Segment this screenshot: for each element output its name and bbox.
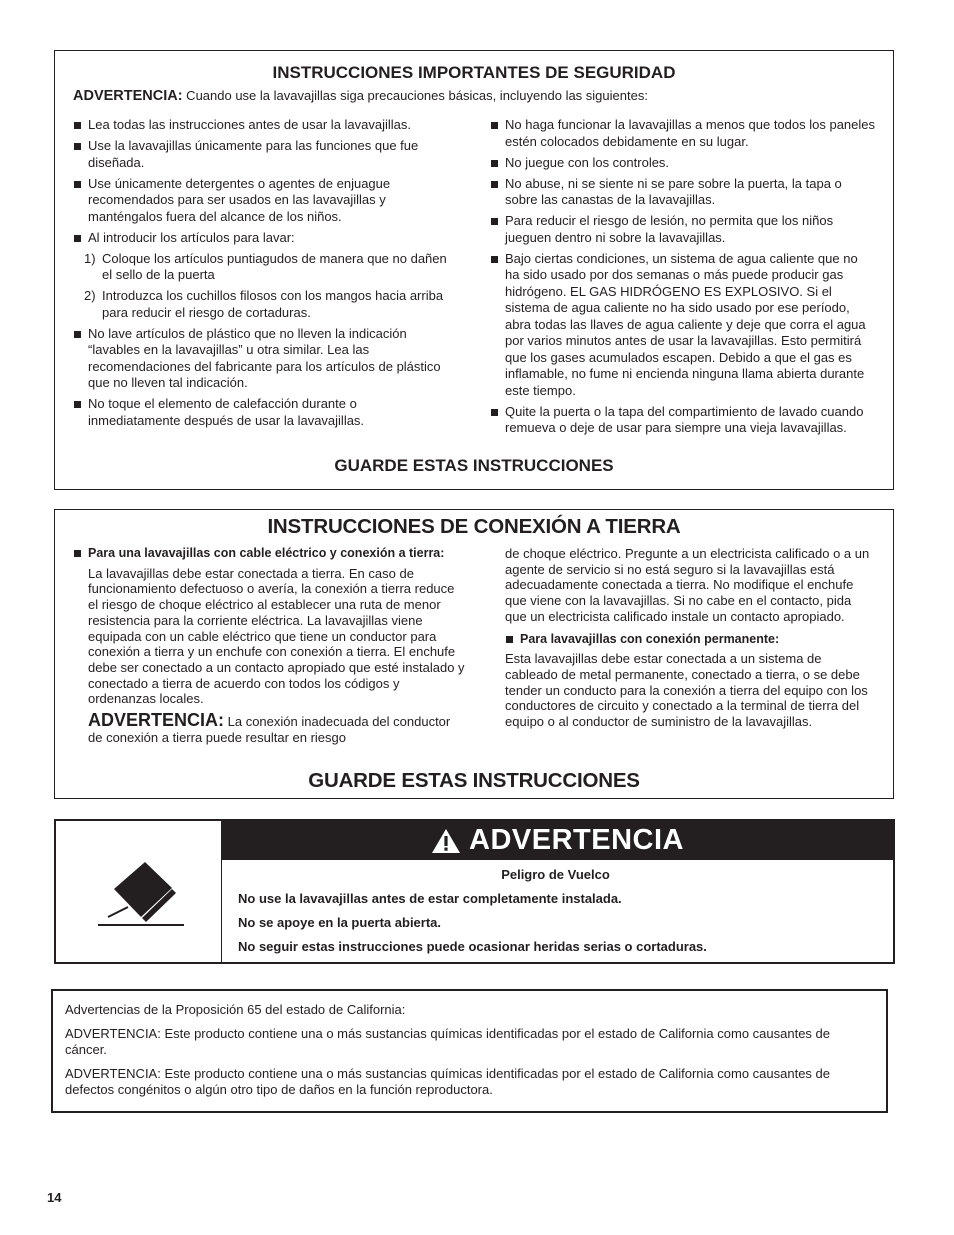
- list-item: No toque el elemento de calefacción durante o inmediatamente después de usar la lavavajillas.: [73, 396, 448, 429]
- prop65-heading: Advertencias de la Proposición 65 del estado de California:: [65, 1002, 406, 1017]
- warning-triangle-icon: [431, 828, 461, 854]
- page-number: 14: [47, 1190, 62, 1205]
- grounding-paragraph: La lavavajillas debe estar conectada a tierra. En caso de funcionamiento defectuoso o avería, la conexión a tierra reduce el riesgo de choque eléctrico al establecer una ruta de menor resistencia para la corriente eléctrica. La lavavajillas viene equipada con un cable eléctrico que tiene un conductor para conexión a tierra y un enchufe con conexión a tierra. El enchufe debe ser conectado a un contacto apropiado que esté instalado y conectado a tierra de acuerdo con todos los códigos y ordenanzas locales.: [88, 565, 465, 707]
- list-item: Al introducir los artículos para lavar:: [73, 230, 448, 247]
- tip-over-warning-box: [54, 819, 895, 964]
- grounding-right-column: [505, 546, 875, 730]
- grounding-warning-text: La conexión inadecuada del conductor de conexión a tierra puede resultar en riesgo: [88, 714, 451, 745]
- grounding-title: INSTRUCCIONES DE CONEXIÓN A TIERRA: [267, 515, 681, 538]
- prop65-paragraph: ADVERTENCIA: Este producto contiene una o más sustancias químicas identificadas por el estado de California como causantes de defectos congénitos o algún otro tipo de daños en la función reproductora.: [65, 1065, 831, 1097]
- safety-title: INSTRUCCIONES IMPORTANTES DE SEGURIDAD: [272, 63, 676, 82]
- list-item: Lea todas las instrucciones antes de usar la lavavajillas.: [73, 117, 448, 134]
- list-item: Use únicamente detergentes o agentes de enjuague recomendados para ser usados en las lavavajillas y manténgalos fuera del alcance de los niños.: [73, 176, 448, 226]
- list-item: Para reducir el riesgo de lesión, no permita que los niños jueguen dentro ni sobre la lavavajillas.: [490, 213, 875, 246]
- grounding-paragraph: Esta lavavajillas debe estar conectada a un sistema de cableado de metal permanente, conectado a tierra, o se debe tender un conducto para la conexión a tierra del equipo con los conductores de circuito y conectado a la terminal de tierra del equipo o al conductor de suministro de la lavavajillas.: [505, 651, 868, 730]
- safety-warning-line: [73, 88, 648, 104]
- numbered-item: [73, 288, 448, 321]
- grounding-warning-label: ADVERTENCIA:: [88, 710, 225, 731]
- grounding-subheading: Para una lavavajillas con cable eléctrico y conexión a tierra:: [73, 546, 468, 562]
- hazard-line: No se apoye en la puerta abierta.: [238, 915, 442, 930]
- hazard-heading: Peligro de Vuelco: [501, 867, 610, 882]
- item-number: 1): [84, 250, 96, 266]
- list-item: No juegue con los controles.: [490, 155, 875, 172]
- warning-banner: [222, 821, 893, 860]
- safety-footer: GUARDE ESTAS INSTRUCCIONES: [334, 456, 614, 475]
- safety-left-column: [73, 117, 448, 434]
- prop65-text: [65, 1002, 846, 1106]
- tip-over-icon: [56, 821, 222, 962]
- tip-over-pictogram: [56, 821, 222, 962]
- hazard-line: No use la lavavajillas antes de estar completamente instalada.: [238, 891, 622, 906]
- grounding-left-column: [73, 546, 468, 745]
- list-item: Bajo ciertas condiciones, un sistema de agua caliente que no ha sido usado por dos semanas o más puede producir gas hidrógeno. EL GAS HIDRÓGENO ES EXPLOSIVO. Si el sistema de agua caliente no ha sido usado por ese período, abra todas las llaves de agua caliente y deje que corra el agua por varios minutos antes de usar la lavavajillas. Esto permitirá que los gases acumulados escapen. Debido a que el gas es inflamable, no fume ni encienda ninguna llama abierta durante este tiempo.: [490, 251, 875, 400]
- safety-warning-label: ADVERTENCIA:: [73, 88, 183, 104]
- list-item: No abuse, ni se siente ni se pare sobre la puerta, la tapa o sobre las canastas de la lavavajillas.: [490, 176, 875, 209]
- safety-instructions-box: [54, 50, 894, 490]
- grounding-subheading: Para lavavajillas con conexión permanente:: [505, 632, 875, 648]
- warning-banner-text: ADVERTENCIA: [469, 824, 684, 856]
- grounding-paragraph: de choque eléctrico. Pregunte a un electricista calificado o a un agente de servicio si no está seguro si la lavavajillas está adecuadamente conectada a tierra. No modifique el enchufe que viene con la lavavajillas. Si no cabe en el contacto, pida que un electricista calificado instale un contacto apropiado.: [505, 546, 870, 624]
- tip-over-warning-text: [238, 867, 873, 963]
- grounding-footer: GUARDE ESTAS INSTRUCCIONES: [308, 769, 640, 792]
- numbered-item: [73, 251, 448, 284]
- safety-warning-text: Cuando use la lavavajillas siga precauciones básicas, incluyendo las siguientes:: [182, 88, 648, 103]
- hazard-line: No seguir estas instrucciones puede ocasionar heridas serias o cortaduras.: [238, 939, 707, 954]
- prop65-paragraph: ADVERTENCIA: Este producto contiene una o más sustancias químicas identificadas por el estado de California como causantes de cáncer.: [65, 1025, 831, 1057]
- grounding-warning: [73, 710, 468, 745]
- safety-right-column: [490, 117, 875, 441]
- list-item: No lave artículos de plástico que no lleven la indicación “lavables en la lavavajillas” u otra similar. Lea las recomendaciones del fabricante para los artículos de plástico que no lleven tal indicación.: [73, 326, 448, 392]
- prop65-box: [51, 989, 888, 1113]
- item-text: Introduzca los cuchillos filosos con los mangos hacia arriba para reducir el riesgo de cortaduras.: [102, 288, 444, 320]
- list-item: Use la lavavajillas únicamente para las funciones que fue diseñada.: [73, 138, 448, 171]
- grounding-instructions-box: [54, 509, 894, 799]
- list-item: No haga funcionar la lavavajillas a menos que todos los paneles estén colocados debidamente en su lugar.: [490, 117, 875, 150]
- item-number: 2): [84, 288, 96, 303]
- list-item: Quite la puerta o la tapa del compartimiento de lavado cuando remueva o deje de usar para siempre una vieja lavavajillas.: [490, 404, 875, 437]
- item-text: Coloque los artículos puntiagudos de manera que no dañen el sello de la puerta: [102, 250, 447, 282]
